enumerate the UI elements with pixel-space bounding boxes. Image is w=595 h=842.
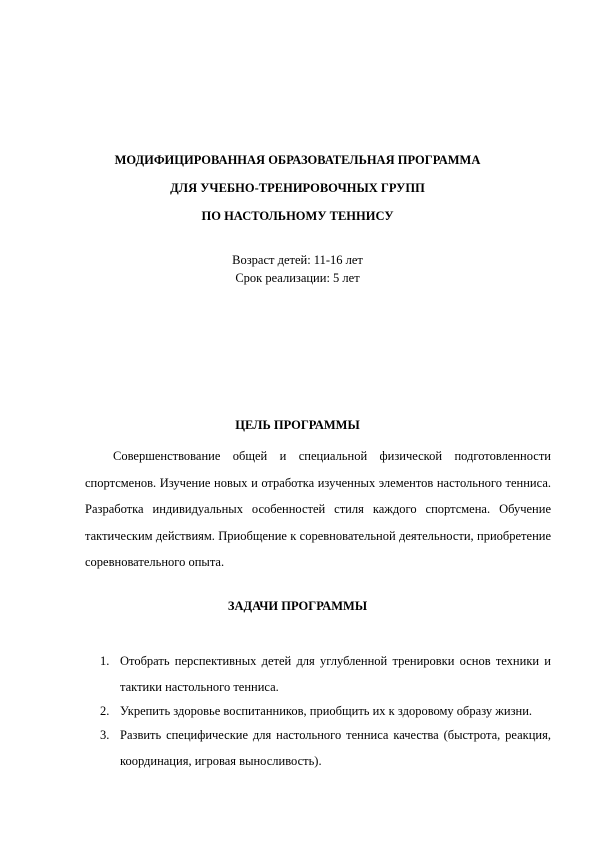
list-item	[100, 698, 551, 724]
list-item-number: 3.	[100, 728, 110, 742]
goal-paragraph: Совершенствование общей и специальной физической подготовленности спортсменов. Изучение новых и отработка изученных элементов настольного тенниса. Разработка индивидуальных особенностей стиля каждого спортсмена. Обучение тактическим действиям. Приобщение к соревновательной деятельности, приобретение соревновательного опыта.	[85, 449, 551, 570]
tasks-heading: ЗАДАЧИ ПРОГРАММЫ	[227, 599, 368, 613]
program-title-line-1: МОДИФИЦИРОВАННАЯ ОБРАЗОВАТЕЛЬНАЯ ПРОГРАММА	[114, 153, 481, 167]
list-item	[100, 648, 551, 700]
tasks-list	[100, 648, 551, 772]
program-title-line-3: ПО НАСТОЛЬНОМУ ТЕННИСУ	[201, 209, 394, 223]
list-item-number: 1.	[100, 654, 110, 668]
program-title-line-2: ДЛЯ УЧЕБНО-ТРЕНИРОВОЧНЫХ ГРУПП	[170, 181, 425, 195]
list-item-text: Развить специфические для настольного тенниса качества (быстрота, реакция, координация, игровая выносливость).	[120, 728, 551, 768]
goal-heading: ЦЕЛЬ ПРОГРАММЫ	[235, 418, 360, 432]
children-age: Возраст детей: 11-16 лет	[232, 253, 363, 267]
list-item-number: 2.	[100, 704, 110, 718]
program-duration: Срок реализации: 5 лет	[235, 271, 360, 285]
list-item-text: Отобрать перспективных детей для углубленной тренировки основ техники и тактики настольного тенниса.	[120, 654, 551, 694]
list-item	[100, 722, 551, 774]
list-item-text: Укрепить здоровье воспитанников, приобщить их к здоровому образу жизни.	[120, 704, 533, 718]
